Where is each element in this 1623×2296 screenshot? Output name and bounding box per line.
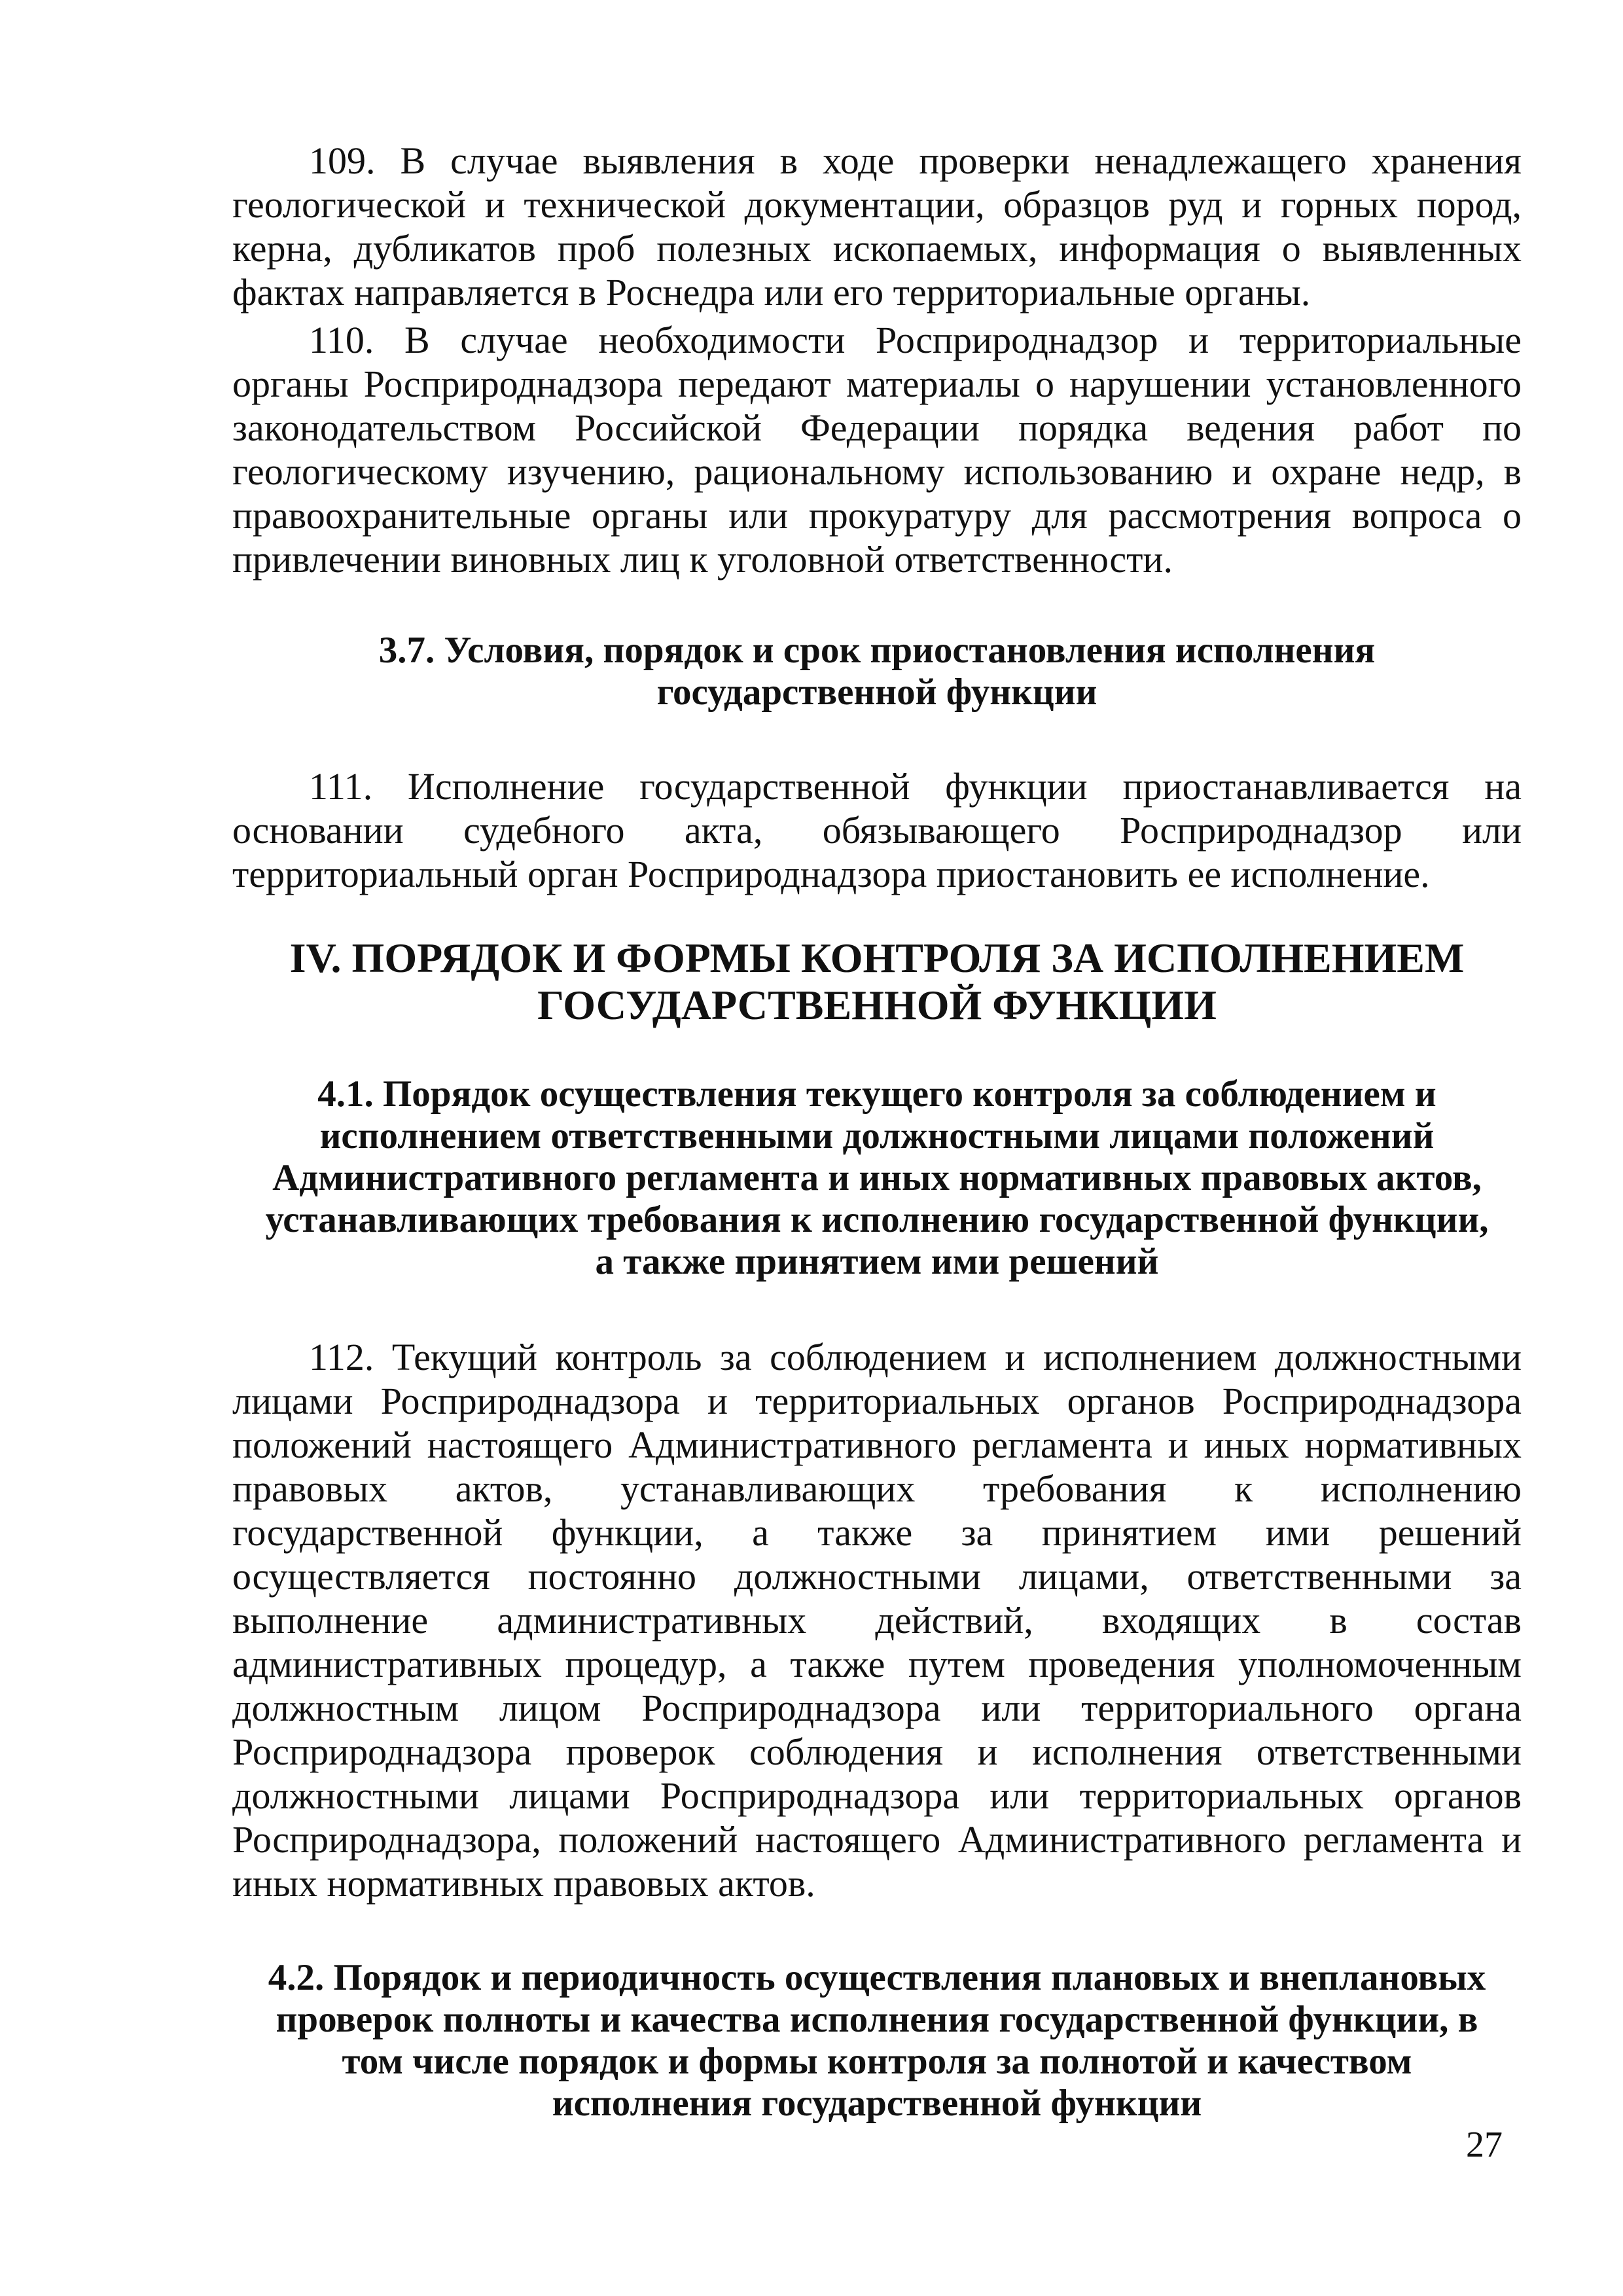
text-line: исполнения государственной функции xyxy=(552,2083,1202,2124)
text-line: 111. Исполнение государственной функции приостанавливается на xyxy=(309,765,1522,808)
page-number: 27 xyxy=(1466,2125,1503,2165)
text-line: иных нормативных правовых актов. xyxy=(232,1862,815,1905)
text-line: IV. ПОРЯДОК И ФОРМЫ КОНТРОЛЯ ЗА ИСПОЛНЕНИЕМ xyxy=(289,935,1465,981)
paragraph-112 xyxy=(232,1335,1522,1905)
text-line: проверок полноты и качества исполнения государственной функции, в xyxy=(276,1999,1478,2040)
text-line: Росприроднадзора, положений настоящего Административного регламента и xyxy=(232,1818,1522,1861)
paragraph-110 xyxy=(232,318,1522,581)
text-line: государственной функции xyxy=(656,672,1097,713)
text-line: законодательством Российской Федерации порядка ведения работ по xyxy=(232,406,1522,449)
text-line: 109. В случае выявления в ходе проверки ненадлежащего хранения xyxy=(309,139,1522,182)
text-line: геологическому изучению, рациональному использованию и охране недр, в xyxy=(232,450,1522,493)
text-line: а также принятием ими решений xyxy=(595,1241,1159,1282)
text-line: органы Росприроднадзора передают материалы о нарушении установленного xyxy=(232,363,1522,405)
paragraph-111 xyxy=(232,764,1522,896)
text-line: ГОСУДАРСТВЕННОЙ ФУНКЦИИ xyxy=(537,982,1217,1028)
heading-4-1 xyxy=(232,1073,1522,1283)
text-line: должностным лицом Росприроднадзора или территориального органа xyxy=(232,1687,1522,1729)
text-line: Административного регламента и иных нормативных правовых актов, xyxy=(272,1157,1482,1198)
text-line: основании судебного акта, обязывающего Росприроднадзор или xyxy=(232,809,1522,852)
text-line: исполнением ответственными должностными лицами положений xyxy=(319,1115,1435,1157)
text-line: лицами Росприроднадзора и территориальных органов Росприроднадзора xyxy=(232,1380,1522,1422)
text-line: Росприроднадзора проверок соблюдения и исполнения ответственными xyxy=(232,1731,1522,1773)
text-line: правоохранительные органы или прокуратуру для рассмотрения вопроса о xyxy=(232,494,1522,537)
text-line: территориальный орган Росприроднадзора приостановить ее исполнение. xyxy=(232,853,1430,895)
text-line: устанавливающих требования к исполнению государственной функции, xyxy=(265,1199,1489,1240)
text-line: должностными лицами Росприроднадзора или территориальных органов xyxy=(232,1774,1522,1817)
text-line: положений настоящего Административного регламента и иных нормативных xyxy=(232,1424,1522,1466)
text-line: выполнение административных действий, входящих в состав xyxy=(232,1599,1522,1641)
text-line: том числе порядок и формы контроля за полнотой и качеством xyxy=(342,2041,1412,2082)
text-line: 4.2. Порядок и периодичность осуществления плановых и внеплановых xyxy=(268,1957,1486,1998)
text-line: 4.1. Порядок осуществления текущего контроля за соблюдением и xyxy=(317,1073,1436,1115)
text-line: государственной функции, а также за принятием ими решений xyxy=(232,1511,1522,1554)
text-line: 112. Текущий контроль за соблюдением и исполнением должностными xyxy=(309,1336,1522,1378)
text-line: правовых актов, устанавливающих требования к исполнению xyxy=(232,1467,1522,1510)
text-line: 3.7. Условия, порядок и срок приостановления исполнения xyxy=(378,630,1376,671)
text-line: административных процедур, а также путем проведения уполномоченным xyxy=(232,1643,1522,1685)
paragraph-109 xyxy=(232,139,1522,314)
text-line: геологической и технической документации, образцов руд и горных пород, xyxy=(232,183,1522,226)
text-line: привлечении виновных лиц к уголовной ответственности. xyxy=(232,538,1173,581)
heading-4-2 xyxy=(232,1957,1522,2125)
text-line: 110. В случае необходимости Росприроднадзор и территориальные xyxy=(309,319,1522,361)
text-line: фактах направляется в Роснедра или его территориальные органы. xyxy=(232,271,1311,314)
heading-3-7 xyxy=(232,630,1522,713)
text-line: осуществляется постоянно должностными лицами, ответственными за xyxy=(232,1555,1522,1598)
heading-section-iv xyxy=(232,935,1522,1029)
text-line: керна, дубликатов проб полезных ископаемых, информация о выявленных xyxy=(232,227,1522,270)
